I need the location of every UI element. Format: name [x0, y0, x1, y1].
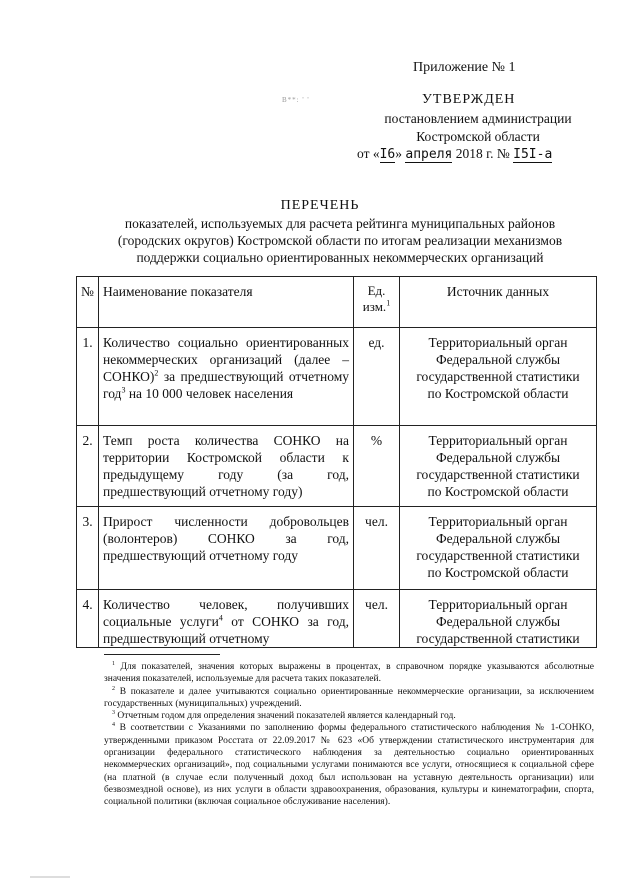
footnote-ref-3: 3 [121, 385, 126, 395]
footnote-mark: 1 [112, 660, 115, 667]
document-subtitle [90, 215, 590, 266]
footnote-1 [104, 661, 594, 686]
subtitle-line-1: показателей, используемых для расчета рейтинга муниципальных районов [124, 216, 556, 231]
row-name-part: на 10 000 человек населения [125, 386, 294, 401]
row-num: 2. [77, 426, 99, 507]
date-year: 2018 г. № [455, 146, 510, 161]
source-line: Территориальный орган [428, 597, 568, 612]
approved-by [350, 110, 606, 146]
header-name: Наименование показателя [99, 277, 354, 328]
date-day: I6 [379, 147, 396, 162]
subtitle-line-3: поддержки социально ориентированных некоммерческих организаций [136, 250, 544, 265]
row-name-part: за предшествующий отчетному год [103, 369, 349, 401]
source-line: по Костромской области [427, 565, 569, 580]
source-line: Территориальный орган [428, 335, 568, 350]
footnote-ref-4: 4 [218, 613, 223, 623]
table-header-row [77, 277, 597, 328]
footnote-4 [104, 722, 594, 808]
row-name-part: Количество социально ориентированных некоммерческих организаций (далее – СОНКО) [103, 335, 349, 384]
footnote-ref-2: 2 [154, 368, 159, 378]
date-month: апреля [405, 147, 453, 162]
date-prefix: от « [357, 146, 380, 161]
approved-line-2: Костромской области [416, 129, 540, 144]
table-row [77, 328, 597, 426]
approval-date [357, 146, 552, 162]
footnote-ref-1: 1 [386, 298, 391, 308]
source-line: Федеральной службы [435, 450, 561, 465]
source-line: государственной статистики [416, 548, 580, 563]
approved-line-1: постановлением администрации [384, 111, 572, 126]
date-mid: » [395, 146, 403, 161]
subtitle-line-2: (городских округов) Костромской области по итогам реализации механизмов [117, 233, 563, 248]
header-source: Источник данных [400, 277, 597, 328]
source-line: Территориальный орган [428, 433, 568, 448]
row-unit: ед. [354, 328, 400, 426]
row-num: 1. [77, 328, 99, 426]
row-source [400, 328, 597, 426]
footnote-3 [104, 710, 594, 722]
header-unit [354, 277, 400, 328]
scan-artifact [30, 876, 70, 878]
footnote-text: В соответствии с Указаниями по заполнению формы федерального статистического наблюдения № 1-СОНКО, утвержденными приказом Росстата от 22.09.2017 № 623 «Об утверждении статистического инструментария для организации федерального статистического наблюдения за деятельностью социально ориентированных некоммерческих организаций», под социальными услугами понимаются все услуги, относящиеся к социальной сфере (на платной (в случае если полученный доход был использован на уставную деятельность организации) или безвозмездной основе), из них услуги в области здравоохранения, образования, культуры и кинематографии, спорта, социальной политики (включая социальное обслуживание населения). [104, 723, 594, 808]
row-name-part: Количество человек, получивших социальные услуги [103, 597, 349, 629]
row-num: 4. [77, 590, 99, 648]
footnote-text: Отчетным годом для определения значений показателей является календарный год. [115, 711, 456, 722]
source-line: Федеральной службы [435, 614, 561, 629]
source-line: Территориальный орган [428, 514, 568, 529]
header-unit-line-1: Ед. [367, 283, 386, 298]
footnote-text: В показателе и далее учитываются социально ориентированные некоммерческие организации, за исключением государственных (муниципальных) учреждений. [104, 686, 594, 709]
footnote-separator [104, 654, 220, 655]
source-line: Федеральной службы [435, 352, 561, 367]
approved-title: УТВЕРЖДЕН [422, 92, 516, 107]
row-unit: чел. [354, 590, 400, 648]
table-row [77, 426, 597, 507]
row-source [400, 590, 597, 648]
row-source [400, 426, 597, 507]
footnote-2 [104, 686, 594, 711]
indicators-table [76, 276, 597, 648]
row-source [400, 507, 597, 590]
source-line: государственной статистики [416, 467, 580, 482]
row-num: 3. [77, 507, 99, 590]
source-line: по Костромской области [427, 484, 569, 499]
appendix-label: Приложение № 1 [413, 60, 516, 75]
row-name: Темп роста количества СОНКО на территории Костромской области к предыдущему году (за год, предшествующий отчетному году) [99, 426, 354, 507]
footnote-mark: 4 [112, 722, 115, 729]
header-unit-line-2: изм. [362, 299, 387, 314]
footnotes [104, 661, 594, 809]
source-line: Федеральной службы [435, 531, 561, 546]
row-name: Прирост численности добровольцев (волонтеров) СОНКО за год, предшествующий отчетному году [99, 507, 354, 590]
header-num: № [77, 277, 99, 328]
row-name-part: от СОНКО за год, предшествующий отчетному [103, 614, 349, 646]
row-unit: чел. [354, 507, 400, 590]
source-line: по Костромской области [427, 386, 569, 401]
source-line: государственной статистики [416, 369, 580, 384]
stamp-mark: В**: ' ' [282, 96, 310, 104]
footnote-mark: 3 [112, 710, 115, 717]
footnote-mark: 2 [112, 685, 115, 692]
table-row [77, 507, 597, 590]
row-name [99, 328, 354, 426]
footnote-text: Для показателей, значения которых выражены в процентах, в справочном порядке указываются абсолютные значения показателей, используемые для расчета таких показателей. [104, 662, 594, 685]
source-line: государственной статистики [416, 631, 580, 646]
row-unit: % [354, 426, 400, 507]
row-name [99, 590, 354, 648]
table-row [77, 590, 597, 648]
decree-number: I5I-а [513, 147, 553, 162]
document-title: ПЕРЕЧЕНЬ [280, 198, 360, 213]
